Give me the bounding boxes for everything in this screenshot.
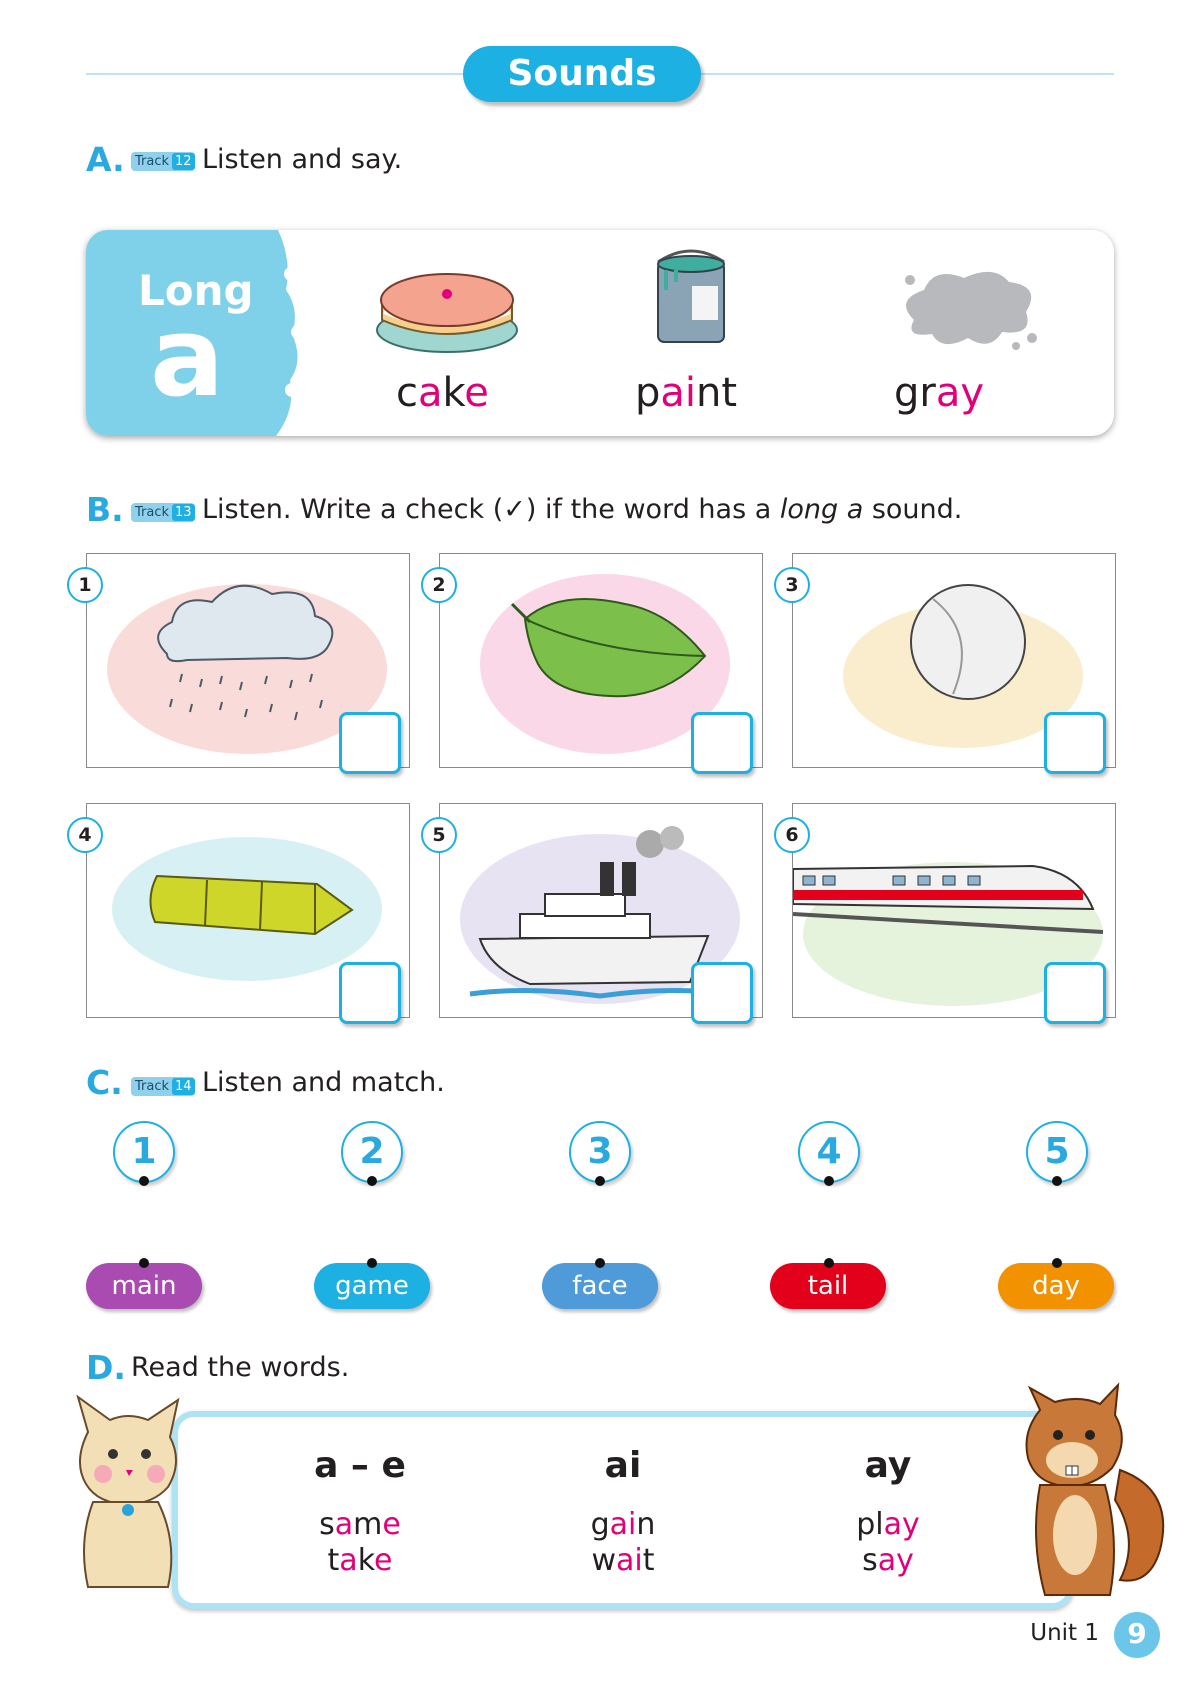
- section-a-instruction: Listen and say.: [202, 144, 403, 175]
- paint-can-icon: [646, 248, 736, 348]
- track-13-button[interactable]: [131, 503, 195, 522]
- squirrel-character-icon: [1000, 1380, 1170, 1600]
- match-word-face[interactable]: face: [542, 1263, 658, 1309]
- section-d-instruction: Read the words.: [131, 1352, 350, 1383]
- word-gray: gray: [894, 370, 985, 416]
- page-number: 9: [1114, 1612, 1160, 1658]
- item-number-badge: 6: [774, 817, 810, 853]
- match-dot-bottom-5[interactable]: [1052, 1258, 1062, 1268]
- item-number-badge: 4: [67, 817, 103, 853]
- match-word-game[interactable]: game: [314, 1263, 430, 1309]
- track-label: Track: [135, 154, 170, 169]
- word-paint: paint: [635, 370, 738, 416]
- match-dot-bottom-4[interactable]: [824, 1258, 834, 1268]
- track-label: Track: [135, 1079, 170, 1094]
- match-dot-top-1[interactable]: [139, 1176, 149, 1186]
- track-number: 14: [172, 1078, 195, 1095]
- match-word-tail[interactable]: tail: [770, 1263, 886, 1309]
- column-head-ai: ai: [604, 1445, 642, 1486]
- match-number-2: 2: [341, 1121, 403, 1183]
- match-number-4: 4: [798, 1121, 860, 1183]
- cat-character-icon: [58, 1392, 198, 1592]
- track-number: 12: [172, 153, 195, 170]
- gray-paint-splat-icon: [894, 260, 1044, 355]
- item-number-badge: 5: [421, 817, 457, 853]
- read-words-panel: [172, 1411, 1074, 1609]
- word-wait: wait: [591, 1543, 655, 1578]
- match-number-1: 1: [113, 1121, 175, 1183]
- section-a-letter: A.: [86, 140, 125, 179]
- match-dot-top-3[interactable]: [595, 1176, 605, 1186]
- word-play: play: [856, 1507, 920, 1542]
- page-title: Sounds: [463, 46, 701, 102]
- section-b-letter: B.: [86, 490, 124, 529]
- check-box-2[interactable]: [691, 712, 753, 774]
- check-box-4[interactable]: [339, 962, 401, 1024]
- match-dot-bottom-1[interactable]: [139, 1258, 149, 1268]
- column-head-a-e: a – e: [314, 1445, 406, 1486]
- track-label: Track: [135, 505, 170, 520]
- word-cake: cake: [396, 370, 489, 416]
- item-number-badge: 2: [421, 567, 457, 603]
- word-take: take: [327, 1543, 393, 1578]
- check-box-6[interactable]: [1044, 962, 1106, 1024]
- badge-long-label: Long: [138, 266, 254, 315]
- match-dot-bottom-2[interactable]: [367, 1258, 377, 1268]
- badge-letter: a: [150, 293, 225, 421]
- unit-label: Unit 1: [1030, 1620, 1099, 1646]
- match-word-day[interactable]: day: [998, 1263, 1114, 1309]
- long-a-panel: [86, 230, 1114, 436]
- match-number-5: 5: [1026, 1121, 1088, 1183]
- match-dot-top-5[interactable]: [1052, 1176, 1062, 1186]
- match-number-3: 3: [569, 1121, 631, 1183]
- word-same: same: [319, 1507, 401, 1542]
- match-dot-bottom-3[interactable]: [595, 1258, 605, 1268]
- track-14-button[interactable]: [131, 1077, 195, 1096]
- match-dot-top-2[interactable]: [367, 1176, 377, 1186]
- cake-icon: [372, 252, 522, 357]
- section-b-instruction: Listen. Write a check (✓) if the word has a long a sound.: [202, 494, 963, 525]
- check-box-3[interactable]: [1044, 712, 1106, 774]
- check-box-5[interactable]: [691, 962, 753, 1024]
- column-head-ay: ay: [864, 1445, 912, 1486]
- section-d-letter: D.: [86, 1348, 126, 1387]
- section-c-instruction: Listen and match.: [202, 1067, 445, 1098]
- check-box-1[interactable]: [339, 712, 401, 774]
- word-say: say: [862, 1543, 914, 1578]
- track-number: 13: [172, 504, 195, 521]
- match-dot-top-4[interactable]: [824, 1176, 834, 1186]
- section-c-letter: C.: [86, 1063, 123, 1102]
- word-gain: gain: [590, 1507, 656, 1542]
- track-12-button[interactable]: [131, 152, 195, 171]
- item-number-badge: 3: [774, 567, 810, 603]
- match-word-main[interactable]: main: [86, 1263, 202, 1309]
- item-number-badge: 1: [67, 567, 103, 603]
